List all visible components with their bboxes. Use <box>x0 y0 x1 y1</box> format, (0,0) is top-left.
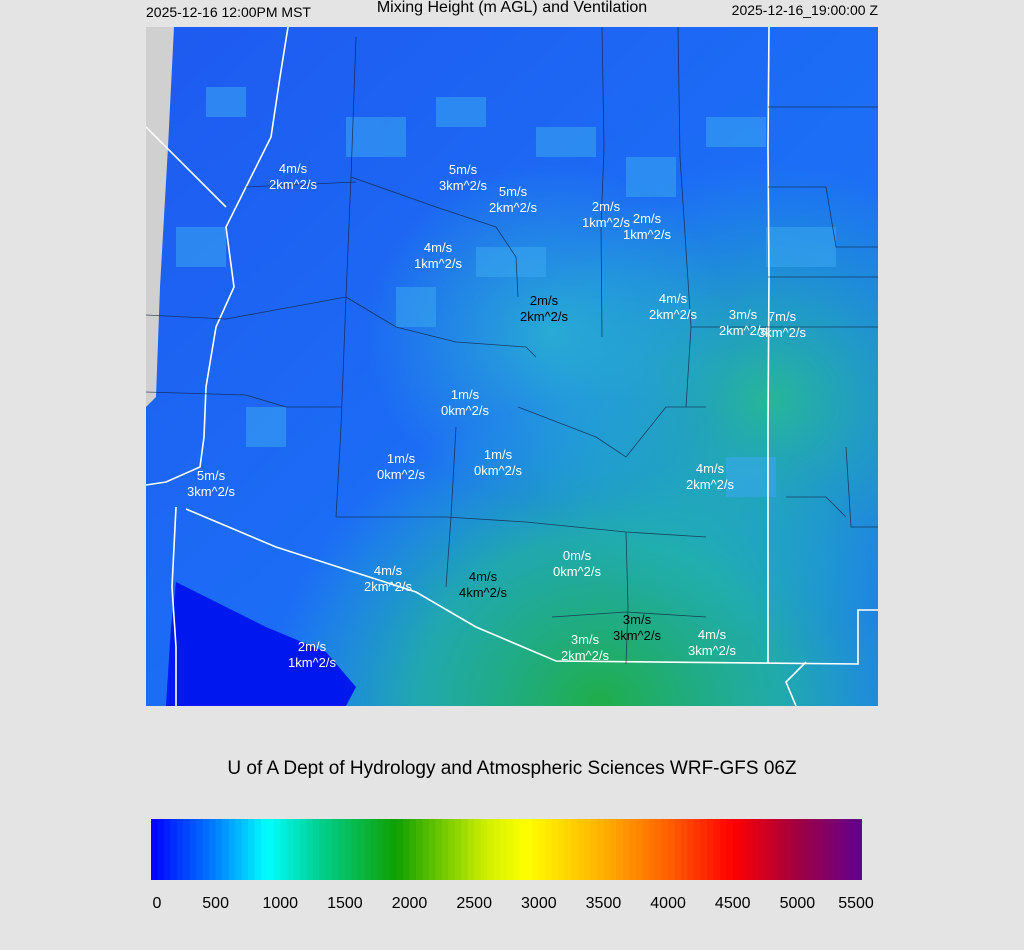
colorbar-tick-label: 5000 <box>779 895 816 912</box>
ventilation-rate-label: 0km^2/s <box>440 403 490 418</box>
colorbar-cell <box>830 819 837 880</box>
colorbar-cell <box>313 819 320 880</box>
ventilation-rate-label: 0km^2/s <box>376 467 426 482</box>
colorbar-cell <box>687 819 694 880</box>
colorbar-cell <box>578 819 585 880</box>
wind-speed-label: 1m/s <box>483 447 513 462</box>
ventilation-rate-label: 3km^2/s <box>687 643 737 658</box>
colorbar-cell <box>836 819 843 880</box>
colorbar-cell <box>183 819 190 880</box>
wind-speed-label: 5m/s <box>448 162 478 177</box>
colorbar-tick-label: 1000 <box>262 895 299 912</box>
ventilation-rate-label: 2km^2/s <box>268 177 318 192</box>
colorbar-cell <box>810 819 817 880</box>
colorbar <box>151 819 862 880</box>
colorbar-cell <box>241 819 248 880</box>
colorbar-cell <box>487 819 494 880</box>
colorbar-cell <box>655 819 662 880</box>
colorbar-cell <box>364 819 371 880</box>
colorbar-cell <box>713 819 720 880</box>
ventilation-rate-label: 3km^2/s <box>438 178 488 193</box>
colorbar-cell <box>778 819 785 880</box>
colorbar-cell <box>261 819 268 880</box>
colorbar-cell <box>435 819 442 880</box>
colorbar-cell <box>422 819 429 880</box>
colorbar-cell <box>791 819 798 880</box>
wind-speed-label: 4m/s <box>695 461 725 476</box>
colorbar-cell <box>351 819 358 880</box>
colorbar-cell <box>403 819 410 880</box>
colorbar-cell <box>203 819 210 880</box>
wind-speed-label: 4m/s <box>468 569 498 584</box>
colorbar-cell <box>545 819 552 880</box>
colorbar-cell <box>597 819 604 880</box>
colorbar-cell <box>552 819 559 880</box>
colorbar-cell <box>293 819 300 880</box>
valid-time-local: 2025-12-16 12:00PM MST <box>146 4 311 20</box>
colorbar-cell <box>384 819 391 880</box>
colorbar-cell <box>700 819 707 880</box>
colorbar-cell <box>319 819 326 880</box>
colorbar-tick-label: 5500 <box>838 895 874 912</box>
colorbar-cell <box>603 819 610 880</box>
colorbar-cell <box>326 819 333 880</box>
colorbar-cell <box>300 819 307 880</box>
colorbar-cell <box>377 819 384 880</box>
wind-speed-label: 4m/s <box>278 161 308 176</box>
colorbar-ticks <box>151 895 874 917</box>
colorbar-cell <box>494 819 501 880</box>
colorbar-cell <box>474 819 481 880</box>
colorbar-tick-label: 500 <box>202 895 229 912</box>
colorbar-tick-label: 2000 <box>391 895 428 912</box>
wind-speed-label: 4m/s <box>373 563 403 578</box>
colorbar-tick-label: 0 <box>152 895 162 912</box>
wind-speed-label: 5m/s <box>498 184 528 199</box>
ventilation-rate-label: 2km^2/s <box>519 309 569 324</box>
ventilation-rate-label: 1km^2/s <box>622 227 672 242</box>
wind-speed-label: 0m/s <box>562 548 592 563</box>
colorbar-cell <box>823 819 830 880</box>
wind-speed-label: 7m/s <box>767 309 797 324</box>
wind-speed-label: 2m/s <box>591 199 621 214</box>
colorbar-cell <box>636 819 643 880</box>
colorbar-cell <box>274 819 281 880</box>
colorbar-cell <box>248 819 255 880</box>
mixing-height-map <box>146 27 878 706</box>
ventilation-rate-label: 1km^2/s <box>581 215 631 230</box>
colorbar-cell <box>196 819 203 880</box>
colorbar-cell <box>170 819 177 880</box>
colorbar-cell <box>410 819 417 880</box>
colorbar-cell <box>416 819 423 880</box>
ventilation-rate-label: 3km^2/s <box>757 325 807 340</box>
colorbar-tick-label: 3000 <box>521 895 557 912</box>
colorbar-cell <box>345 819 352 880</box>
colorbar-cell <box>358 819 365 880</box>
wind-speed-label: 2m/s <box>632 211 662 226</box>
colorbar-cell <box>662 819 669 880</box>
colorbar-cell <box>623 819 630 880</box>
colorbar-cell <box>157 819 164 880</box>
colorbar-cell <box>694 819 701 880</box>
colorbar-cell <box>571 819 578 880</box>
colorbar-cell <box>371 819 378 880</box>
colorbar-cell <box>306 819 313 880</box>
ventilation-rate-label: 2km^2/s <box>648 307 698 322</box>
ventilation-rate-label: 2km^2/s <box>560 648 610 663</box>
colorbar-cell <box>649 819 656 880</box>
colorbar-cell <box>507 819 514 880</box>
colorbar-cell <box>752 819 759 880</box>
colorbar-cell <box>151 819 158 880</box>
colorbar-cell <box>804 819 811 880</box>
colorbar-cell <box>642 819 649 880</box>
colorbar-cell <box>229 819 236 880</box>
colorbar-cell <box>591 819 598 880</box>
colorbar-cell <box>519 819 526 880</box>
ventilation-rate-label: 2km^2/s <box>363 579 413 594</box>
colorbar-cell <box>164 819 171 880</box>
colorbar-cell <box>177 819 184 880</box>
wind-speed-label: 3m/s <box>622 612 652 627</box>
colorbar-cell <box>461 819 468 880</box>
colorbar-cell <box>280 819 287 880</box>
colorbar-cell <box>287 819 294 880</box>
colorbar-tick-label: 4500 <box>714 895 751 912</box>
ventilation-rate-label: 1km^2/s <box>287 655 337 670</box>
colorbar-tick-label: 1500 <box>327 895 363 912</box>
colorbar-cell <box>390 819 397 880</box>
colorbar-cell <box>267 819 274 880</box>
colorbar-cell <box>539 819 546 880</box>
colorbar-tick-label: 2500 <box>456 895 492 912</box>
colorbar-cell <box>746 819 753 880</box>
colorbar-cell <box>784 819 791 880</box>
colorbar-cell <box>513 819 520 880</box>
colorbar-tick-label: 3500 <box>585 895 622 912</box>
colorbar-cell <box>629 819 636 880</box>
ventilation-rate-label: 1km^2/s <box>413 256 463 271</box>
wind-speed-label: 4m/s <box>658 291 688 306</box>
colorbar-cell <box>526 819 533 880</box>
wind-speed-label: 5m/s <box>196 468 226 483</box>
colorbar-cell <box>733 819 740 880</box>
wind-speed-label: 2m/s <box>297 639 327 654</box>
wind-speed-label: 3m/s <box>728 307 758 322</box>
colorbar-cell <box>817 819 824 880</box>
colorbar-cell <box>254 819 261 880</box>
wind-speed-label: 3m/s <box>570 632 600 647</box>
colorbar-cell <box>448 819 455 880</box>
colorbar-cell <box>675 819 682 880</box>
colorbar-cell <box>765 819 772 880</box>
ventilation-rate-label: 2km^2/s <box>718 323 768 338</box>
colorbar-tick-label: 4000 <box>650 895 686 912</box>
colorbar-cell <box>442 819 449 880</box>
colorbar-cell <box>235 819 242 880</box>
colorbar-cell <box>500 819 507 880</box>
colorbar-cell <box>610 819 617 880</box>
colorbar-cell <box>739 819 746 880</box>
ventilation-rate-label: 0km^2/s <box>473 463 523 478</box>
colorbar-cell <box>616 819 623 880</box>
colorbar-cell <box>707 819 714 880</box>
colorbar-cell <box>455 819 462 880</box>
colorbar-cell <box>668 819 675 880</box>
colorbar-cell <box>681 819 688 880</box>
colorbar-cell <box>726 819 733 880</box>
colorbar-cell <box>429 819 436 880</box>
ventilation-rate-label: 0km^2/s <box>552 564 602 579</box>
colorbar-cell <box>397 819 404 880</box>
wind-speed-label: 4m/s <box>423 240 453 255</box>
colorbar-cell <box>772 819 779 880</box>
ventilation-rate-label: 2km^2/s <box>685 477 735 492</box>
colorbar-cell <box>849 819 856 880</box>
ventilation-rate-label: 3km^2/s <box>612 628 662 643</box>
colorbar-cell <box>797 819 804 880</box>
colorbar-cell <box>468 819 475 880</box>
colorbar-cell <box>532 819 539 880</box>
colorbar-cell <box>481 819 488 880</box>
wind-speed-label: 2m/s <box>529 293 559 308</box>
wind-speed-label: 1m/s <box>386 451 416 466</box>
ventilation-rate-label: 4km^2/s <box>458 585 508 600</box>
colorbar-cell <box>584 819 591 880</box>
wind-speed-label: 1m/s <box>450 387 480 402</box>
model-credit: U of A Dept of Hydrology and Atmospheric Sciences WRF-GFS 06Z <box>227 758 797 779</box>
valid-time-utc: 2025-12-16_19:00:00 Z <box>731 2 878 18</box>
colorbar-cell <box>209 819 216 880</box>
wind-speed-label: 4m/s <box>697 627 727 642</box>
colorbar-cell <box>216 819 223 880</box>
colorbar-cell <box>338 819 345 880</box>
colorbar-cell <box>759 819 766 880</box>
map-title: Mixing Height (m AGL) and Ventilation <box>376 0 648 16</box>
colorbar-cell <box>856 819 862 880</box>
ventilation-rate-label: 3km^2/s <box>186 484 236 499</box>
colorbar-cell <box>565 819 572 880</box>
colorbar-cell <box>190 819 197 880</box>
colorbar-cell <box>843 819 850 880</box>
ventilation-rate-label: 2km^2/s <box>488 200 538 215</box>
colorbar-cell <box>332 819 339 880</box>
colorbar-cell <box>222 819 229 880</box>
colorbar-cell <box>558 819 565 880</box>
colorbar-cell <box>720 819 727 880</box>
